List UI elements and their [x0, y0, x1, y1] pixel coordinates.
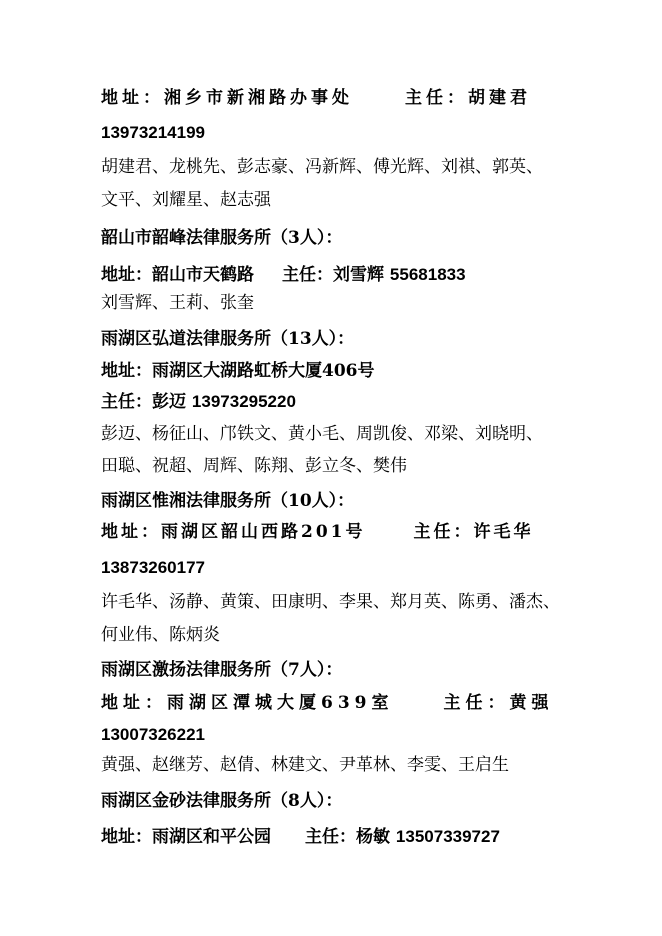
address-weixiang: 地址：雨湖区韶山西路201号 — [101, 522, 366, 542]
director-jiyang: 主任：黄强 — [443, 693, 554, 713]
address-shaofeng: 地址：韶山市天鹤路 — [101, 265, 254, 285]
director-jinsha: 主任：杨敏 — [305, 827, 390, 847]
address-line-jiyang — [101, 691, 554, 715]
section-title-weixiang: 雨湖区惟湘法律服务所（10人）： — [101, 491, 355, 511]
section-title-hongdao: 雨湖区弘道法律服务所（13人）： — [101, 329, 355, 349]
phone-jinsha: 13507339727 — [395, 827, 500, 846]
address-line-shaofeng — [101, 263, 466, 287]
members-xinxiang-1: 胡建君、龙桃先、彭志豪、冯新辉、傅光辉、刘祺、郭英、 — [101, 157, 543, 177]
director-line-hongdao — [101, 390, 296, 414]
phone-shaofeng: 55681833 — [389, 265, 466, 284]
section-title-shaofeng: 韶山市韶峰法律服务所（3人）： — [101, 228, 343, 248]
members-xinxiang-2: 文平、刘耀星、赵志强 — [101, 190, 271, 210]
phone-jiyang: 13007326221 — [101, 725, 206, 744]
members-hongdao-2: 田聪、祝超、周辉、陈翔、彭立冬、樊伟 — [101, 456, 407, 476]
address-jinsha: 地址：雨湖区和平公园 — [101, 827, 271, 847]
members-hongdao-1: 彭迈、杨征山、邝铁文、黄小毛、周凯俊、邓梁、刘晓明、 — [101, 424, 543, 444]
director-weixiang: 主任：许毛华 — [413, 522, 534, 542]
members-jiyang: 黄强、赵继芳、赵倩、林建文、尹革林、李雯、王启生 — [101, 755, 509, 775]
address-xinxiang: 地址：湘乡市新湘路办事处 — [101, 88, 353, 108]
director-shaofeng: 主任：刘雪辉 — [282, 265, 384, 285]
address-line-weixiang — [101, 520, 534, 544]
section-title-jiyang: 雨湖区激扬法律服务所（7人）： — [101, 660, 343, 680]
members-weixiang-1: 许毛华、汤静、黄策、田康明、李果、郑月英、陈勇、潘杰、 — [101, 592, 560, 612]
address-line-xinxiang — [101, 86, 531, 110]
director-hongdao: 主任：彭迈 — [101, 392, 186, 412]
members-shaofeng: 刘雪辉、王莉、张奎 — [101, 293, 254, 313]
address-hongdao: 地址：雨湖区大湖路虹桥大厦406号 — [101, 361, 375, 381]
phone-hongdao: 13973295220 — [191, 392, 296, 411]
phone-weixiang: 13873260177 — [101, 558, 206, 577]
address-jiyang: 地址：雨湖区潭城大厦639室 — [101, 693, 394, 713]
members-weixiang-2: 何业伟、陈炳炎 — [101, 625, 220, 645]
section-title-jinsha: 雨湖区金砂法律服务所（8人）： — [101, 791, 343, 811]
director-xinxiang: 主任：胡建君 — [405, 88, 531, 108]
address-line-jinsha — [101, 825, 500, 849]
phone-xinxiang: 13973214199 — [101, 123, 206, 142]
